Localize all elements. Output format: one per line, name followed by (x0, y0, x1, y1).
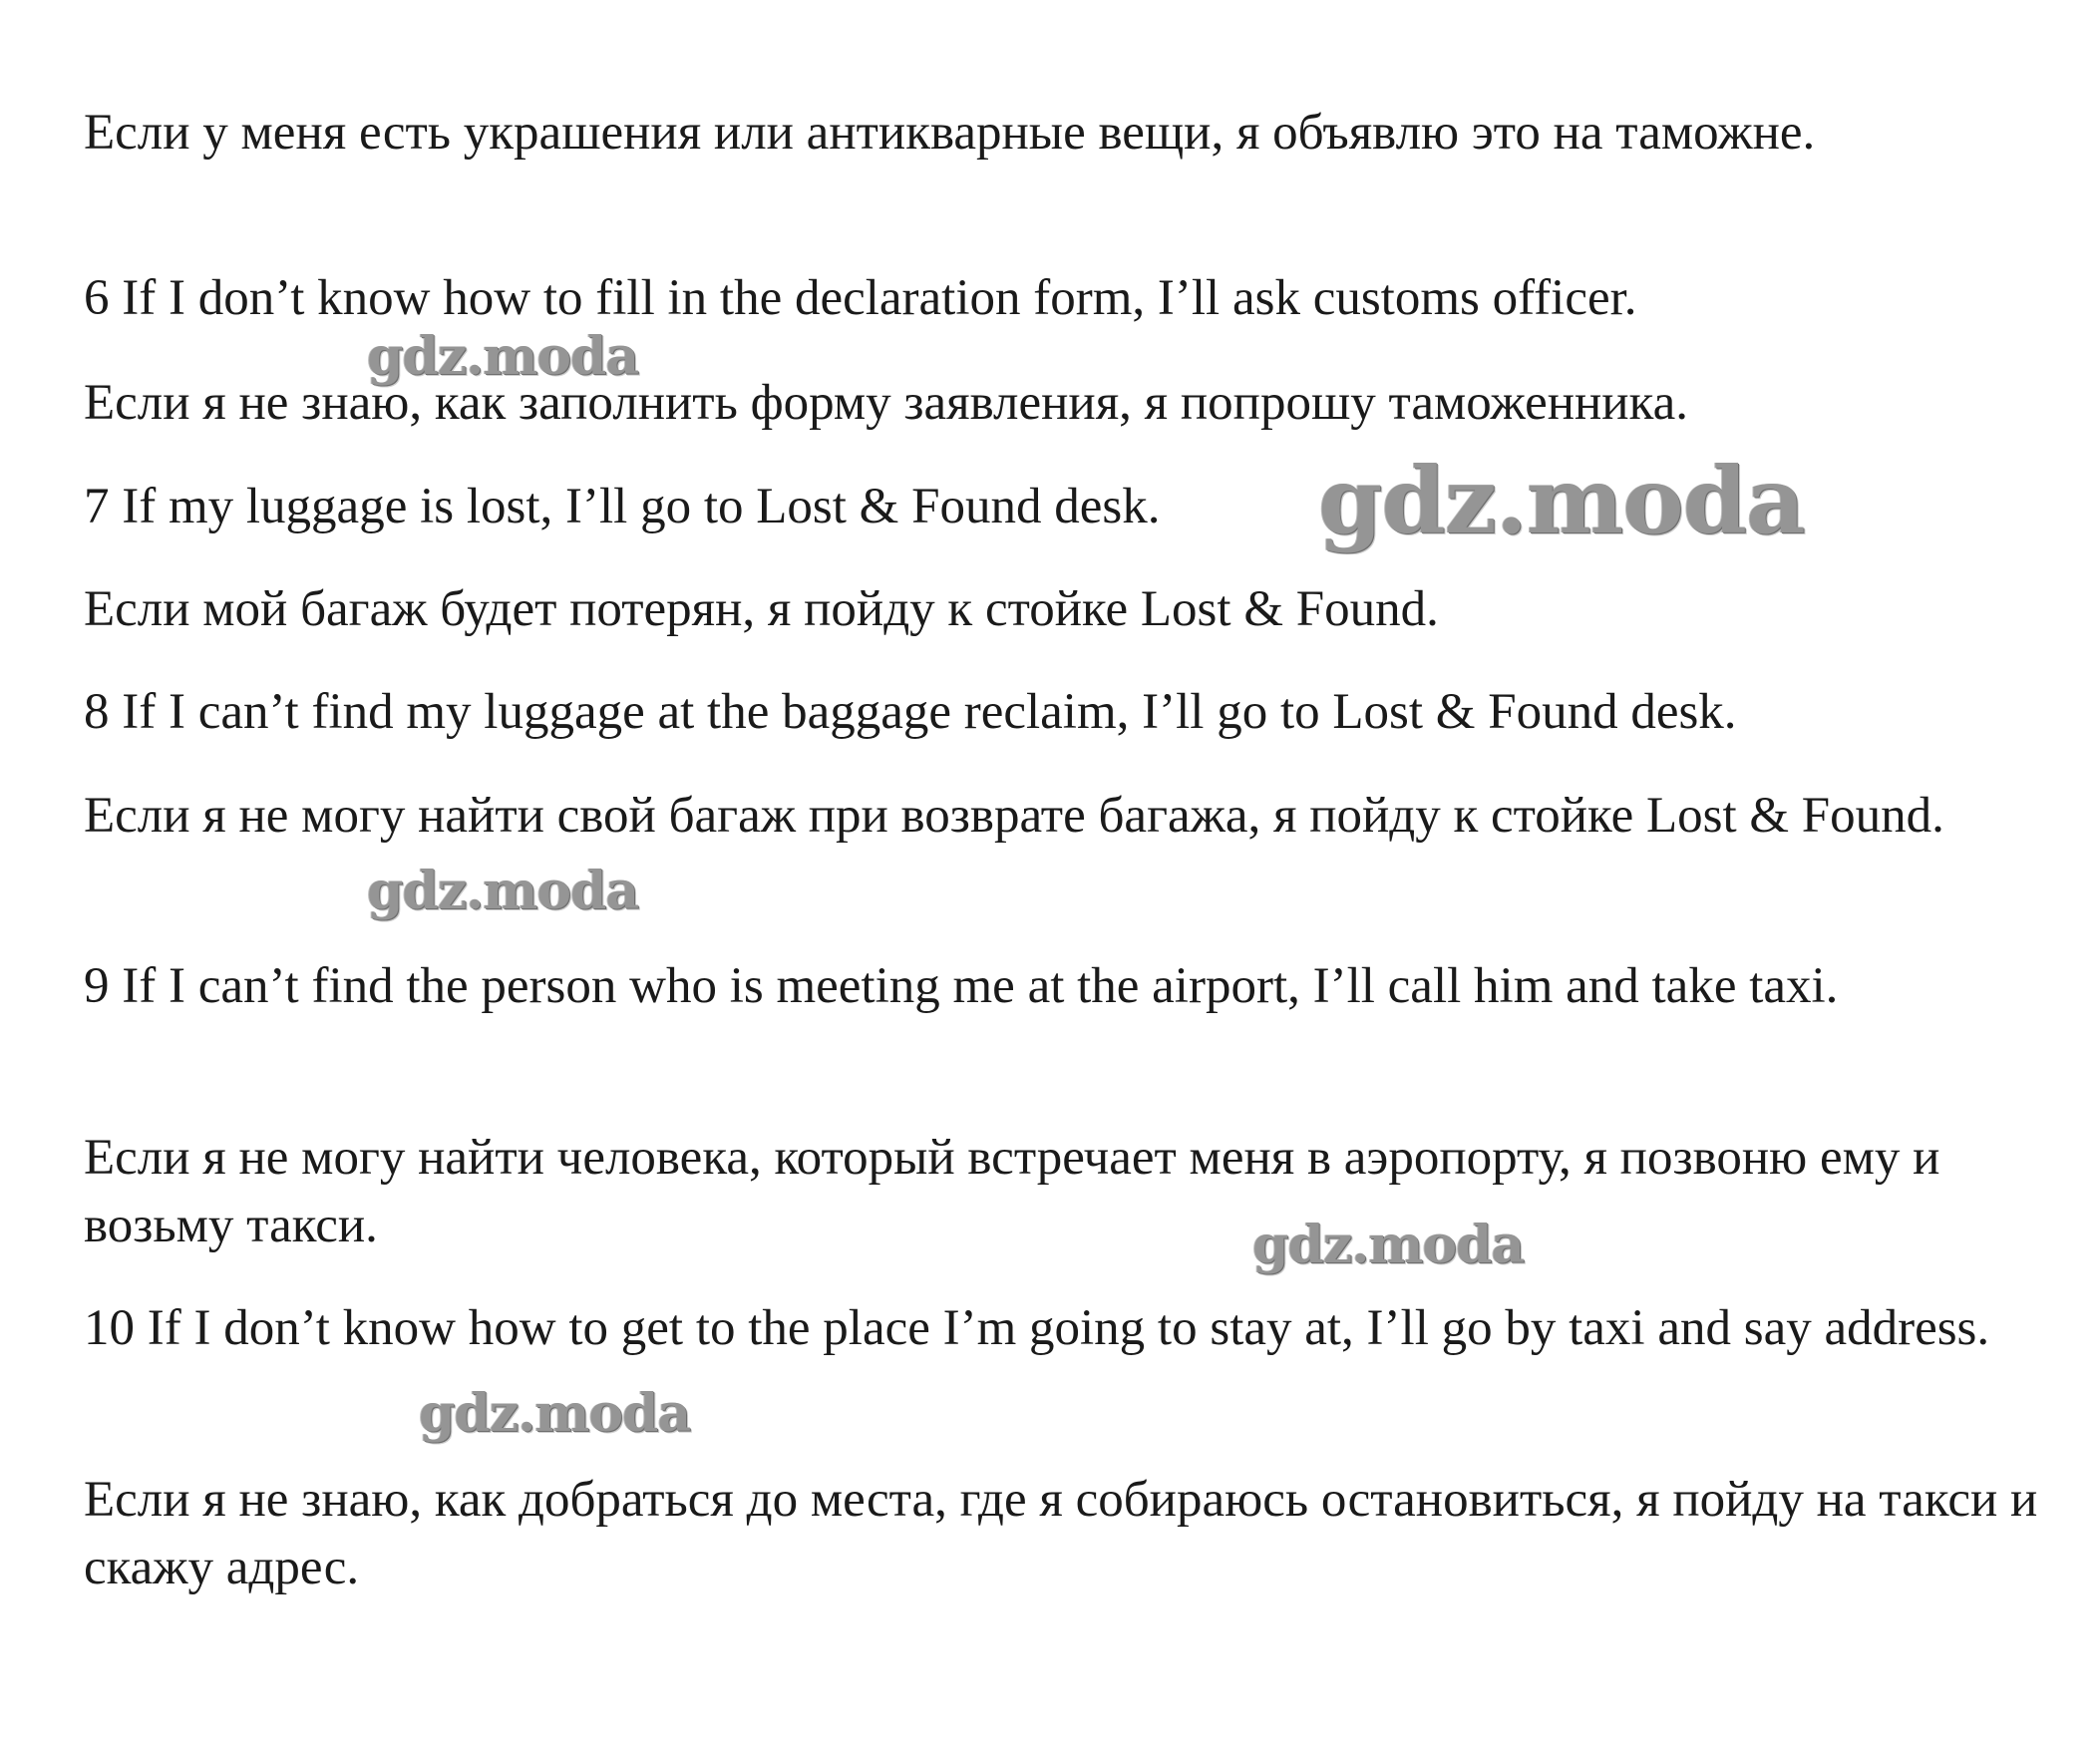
paragraph-en-9: 9 If I can’t find the person who is meeting me at the airport, I’ll call him and take taxi. (84, 958, 1839, 1014)
paragraph-ru-7: Если мой багаж будет потерян, я пойду к стойке Lost & Found. (84, 581, 1439, 637)
paragraph-en-8: 8 If I can’t find my luggage at the baggage reclaim, I’ll go to Lost & Found desk. (84, 684, 1737, 740)
paragraph-ru-5: Если у меня есть украшения или антикварные вещи, я объявлю это на таможне. (84, 105, 1816, 161)
watermark: gdz.moda (1252, 1215, 1525, 1275)
paragraph-ru-10: Если я не знаю, как добраться до места, где я собираюсь остановиться, я пойду на такси и скажу адрес. (84, 1472, 2038, 1595)
paragraph-en-10: 10 If I don’t know how to get to the place I’m going to stay at, I’ll go by taxi and say address. (84, 1300, 1990, 1356)
watermark: gdz.moda (367, 326, 639, 387)
watermark: gdz.moda (367, 861, 639, 921)
watermark: gdz.moda (419, 1383, 691, 1444)
paragraph-ru-9: Если я не могу найти человека, который встречает меня в аэропорту, я позвоню ему и возьму такси. (84, 1130, 1940, 1253)
paragraph-en-6: 6 If I don’t know how to fill in the declaration form, I’ll ask customs officer. (84, 270, 1637, 326)
watermark: gdz.moda (1318, 447, 1805, 554)
paragraph-ru-6: Если я не знаю, как заполнить форму заявления, я попрошу таможенника. (84, 375, 1688, 431)
paragraph-ru-8: Если я не могу найти свой багаж при возврате багажа, я пойду к стойке Lost & Found. (84, 788, 1944, 844)
paragraph-en-7: 7 If my luggage is lost, I’ll go to Lost & Found desk. (84, 479, 1161, 534)
